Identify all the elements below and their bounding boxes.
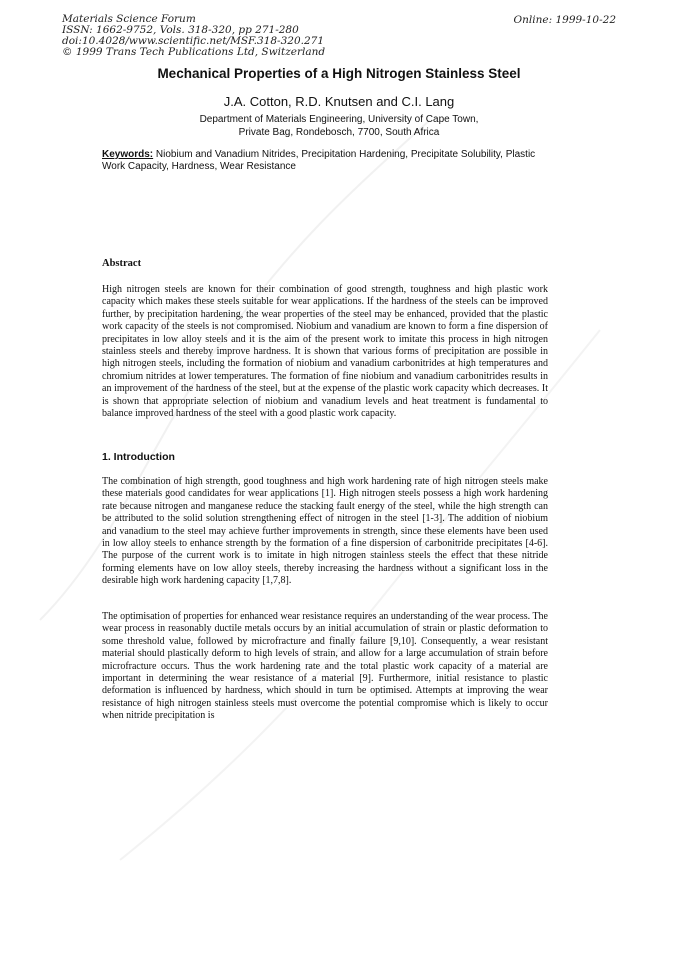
abstract-heading: Abstract xyxy=(102,258,142,269)
journal-name: Materials Science Forum xyxy=(62,13,196,25)
paper-title: Mechanical Properties of a High Nitrogen Stainless Steel xyxy=(157,66,521,81)
affiliation-line-1: Department of Materials Engineering, University of Cape Town, xyxy=(199,114,479,125)
keywords-label: Keywords: xyxy=(102,149,154,160)
issn-line: ISSN: 1662-9752, Vols. 318-320, pp 271-280 xyxy=(62,24,299,36)
copyright-line: © 1999 Trans Tech Publications Ltd, Switzerland xyxy=(62,46,326,58)
online-date: Online: 1999-10-22 xyxy=(513,14,616,26)
introduction-paragraph-2: The optimisation of properties for enhanced wear resistance requires an understanding of the wear process. The wear process in reasonably ductile metals occurs by an initial accumulation of strain or plastic deformation to some threshold value, followed by microfracture and finally failure [9,10]. Consequently, a wear resistant material should plastically deform to high levels of strain, and allow for a large accumulation of strain before microfracture occurs. Thus the work hardening rate and the total plastic work capacity of a material are important in determining the wear resistance of a material [9]. Furthermore, initial resistance to plastic deformation is influenced by hardness, which should in turn be optimised. Attempts at improving the wear resistance of high nitrogen stainless steels must overcome the potential compromise which is likely to occur when nitride precipitation is xyxy=(102,611,548,722)
author-list: J.A. Cotton, R.D. Knutsen and C.I. Lang xyxy=(223,94,455,109)
introduction-paragraph-1: The combination of high strength, good toughness and high work hardening rate of high nitrogen steels make these materials good candidates for wear applications [1]. High nitrogen steels possess a high work hardening rate because nitrogen and manganese reduce the stacking fault energy of the steel, while the high strength can be attributed to the solid solution strengthening effect of nitrogen in the steel [1-3]. The addition of niobium and vanadium to the steel may achieve further improvements in strength, since these elements have been used in low alloy steels to enhance strength by the formation of a fine dispersion of carbonitride precipitates [4-6]. The purpose of the current work is to imitate in high nitrogen stainless steels the effect that these nitride forming elements have on low alloy steels, thereby increasing the hardness without a significant loss in the desirable high work hardening capacity [1,7,8]. xyxy=(102,476,548,587)
keywords-block xyxy=(102,149,552,173)
affiliation-line-2: Private Bag, Rondebosch, 7700, South Africa xyxy=(238,127,440,138)
affiliation xyxy=(0,113,678,139)
journal-metadata xyxy=(62,14,325,58)
section-heading-introduction: 1. Introduction xyxy=(102,451,175,463)
doi-link[interactable]: doi:10.4028/www.scientific.net/MSF.318-320.271 xyxy=(62,35,325,47)
abstract-body: High nitrogen steels are known for their combination of good strength, toughness and high plastic work capacity which makes these steels suitable for wear applications. If the hardness of the steels can be improved further, by precipitation hardening, the wear properties of the steel may be enhanced, provided that the plastic work capacity of the steels is not compromised. Niobium and vanadium are known to form a fine dispersion of precipitates in low alloy steels and it is the aim of the present work to imitate this process in high nitrogen stainless steels and thereby improve hardness. It is shown that various forms of precipitation are possible in high nitrogen steels, including the formation of niobium and vanadium carbonitrides at high temperatures and chromium nitrides at lower temperatures. The formation of fine niobium and vanadium carbonitrides results in an improvement of the hardness of the steel, but at the expense of the plastic work capacity which decreases. It is shown that appropriate selection of niobium and vanadium levels and heat treatment is fundamental to balance improved hardness of the steel with a good plastic work capacity. xyxy=(102,284,548,420)
keywords-text: Niobium and Vanadium Nitrides, Precipitation Hardening, Precipitate Solubility, Plastic Work Capacity, Hardness, Wear Resistance xyxy=(102,149,536,172)
